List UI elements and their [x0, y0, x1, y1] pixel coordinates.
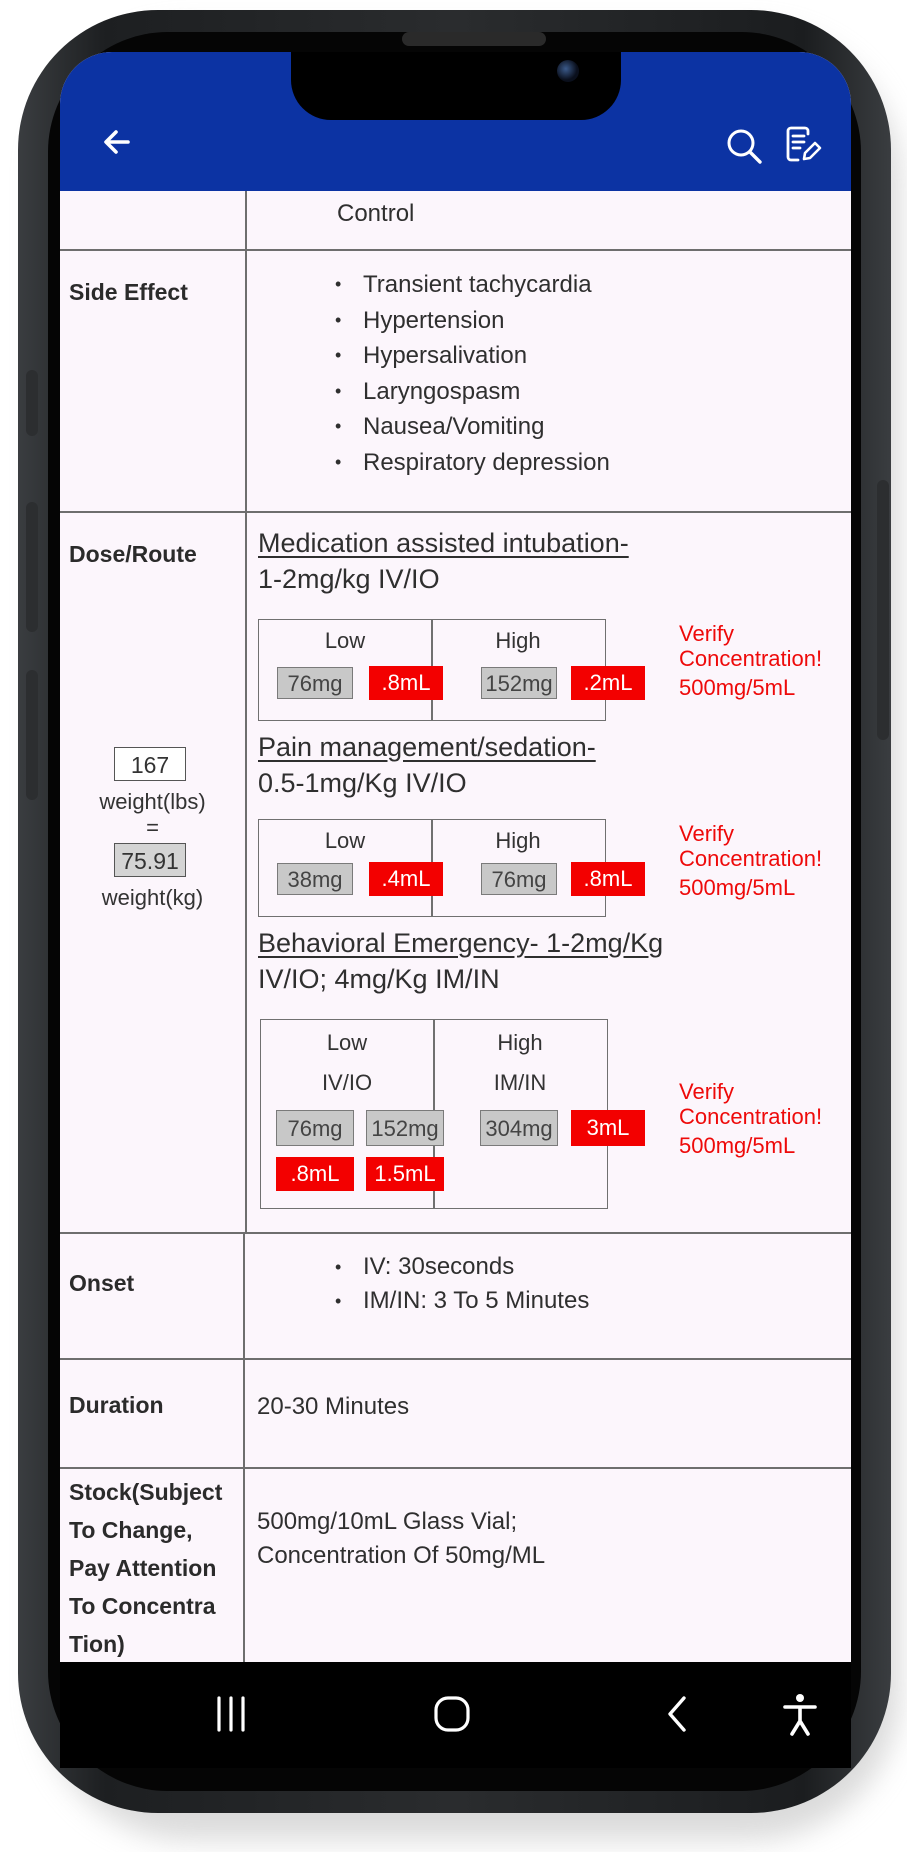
dose-mg: 152mg	[366, 1110, 444, 1146]
row-value: 500mg/10mL Glass Vial; Concentration Of 50mg/ML	[257, 1508, 546, 1569]
dose-mg: 76mg	[276, 1110, 354, 1146]
row-label: Side Effect	[69, 279, 188, 305]
pain-title: Pain management/sedation-	[258, 732, 596, 762]
low-label: Low	[324, 628, 366, 653]
onset-list	[335, 1250, 589, 1318]
row-value: Control	[337, 200, 415, 227]
high-label: High	[495, 628, 541, 653]
intubation-dose: 1-2mg/kg IV/IO	[258, 564, 440, 594]
notes-icon[interactable]	[782, 124, 822, 164]
drug-info-table	[60, 191, 851, 1662]
list-item: • Transient tachycardia	[335, 267, 610, 303]
screen	[60, 52, 851, 1662]
power-button	[877, 480, 889, 740]
list-item: • IM/IN: 3 To 5 Minutes	[335, 1284, 589, 1318]
list-item: • Hypertension	[335, 303, 610, 339]
dose-route-row	[60, 513, 851, 1234]
behavioral-heading	[258, 925, 663, 997]
dose-mg: 76mg	[277, 667, 353, 699]
front-camera	[557, 60, 579, 82]
list-item: • Laryngospasm	[335, 374, 610, 410]
intubation-dose-table	[258, 619, 633, 721]
table-row	[60, 191, 851, 251]
search-icon[interactable]	[724, 126, 764, 166]
weight-kg-label: weight(kg)	[101, 885, 204, 910]
verify-concentration-warning: Verify Concentration! 500mg/5mL	[679, 1079, 823, 1158]
row-label: Onset	[69, 1270, 135, 1296]
row-value: 20-30 Minutes	[257, 1393, 410, 1420]
verify-concentration-warning: Verify Concentration! 500mg/5mL	[679, 621, 823, 700]
pain-dose: 0.5-1mg/Kg IV/IO	[258, 768, 467, 798]
low-label: Low	[326, 1030, 368, 1055]
weight-lbs-input[interactable]: 167	[114, 747, 186, 781]
dose-ml: .4mL	[369, 862, 443, 896]
weight-lbs-label: weight(lbs)	[99, 789, 206, 814]
low-route: IV/IO	[321, 1070, 373, 1095]
dose-ml: 1.5mL	[366, 1157, 444, 1191]
dose-ml: .8mL	[571, 862, 645, 896]
dose-ml: .8mL	[276, 1157, 354, 1191]
row-label: Stock(Subject To Change, Pay Attention To Concentra Tion)	[69, 1479, 223, 1657]
row-label: Duration	[69, 1392, 164, 1418]
camera-notch	[291, 52, 621, 120]
stock-row	[60, 1469, 851, 1662]
list-item: • IV: 30seconds	[335, 1250, 589, 1284]
side-effect-row	[60, 251, 851, 513]
home-icon[interactable]	[432, 1694, 472, 1739]
accessibility-icon[interactable]	[780, 1692, 820, 1741]
verify-concentration-warning: Verify Concentration! 500mg/5mL	[679, 821, 823, 900]
row-label: Dose/Route	[69, 541, 197, 567]
dose-mg: 152mg	[481, 667, 557, 699]
arrow-left-icon[interactable]	[98, 122, 138, 162]
dose-ml: .8mL	[369, 666, 443, 700]
dose-mg: 38mg	[277, 863, 353, 895]
list-item: • Nausea/Vomiting	[335, 409, 610, 445]
duration-row	[60, 1360, 851, 1469]
high-label: High	[495, 828, 541, 853]
pain-heading	[258, 729, 596, 801]
system-nav-bar	[60, 1662, 851, 1768]
dose-ml: 3mL	[571, 1110, 645, 1146]
equals-sign: =	[146, 815, 159, 840]
intubation-heading	[258, 525, 629, 597]
nav-back-icon[interactable]	[658, 1694, 698, 1739]
dose-mg: 76mg	[481, 863, 557, 895]
app-bar	[60, 52, 851, 191]
list-item: • Respiratory depression	[335, 445, 610, 481]
side-effect-list	[335, 267, 610, 480]
high-route: IM/IN	[493, 1070, 547, 1095]
high-label: High	[497, 1030, 543, 1055]
weight-kg-output: 75.91	[114, 843, 186, 877]
recents-icon[interactable]	[211, 1694, 251, 1739]
dose-mg: 304mg	[480, 1110, 558, 1146]
speaker-grille	[402, 32, 546, 46]
onset-row	[60, 1234, 851, 1360]
volume-up-button	[26, 502, 38, 632]
low-label: Low	[324, 828, 366, 853]
list-item: • Hypersalivation	[335, 338, 610, 374]
behavioral-dose-table	[260, 1019, 630, 1209]
pain-dose-table	[258, 819, 633, 917]
volume-down-button	[26, 670, 38, 800]
dose-ml: .2mL	[571, 666, 645, 700]
intubation-title: Medication assisted intubation-	[258, 528, 629, 558]
behavioral-title: Behavioral Emergency- 1-2mg/Kg	[258, 928, 664, 958]
behavioral-dose: IV/IO; 4mg/Kg IM/IN	[258, 964, 500, 994]
side-button	[26, 370, 38, 436]
